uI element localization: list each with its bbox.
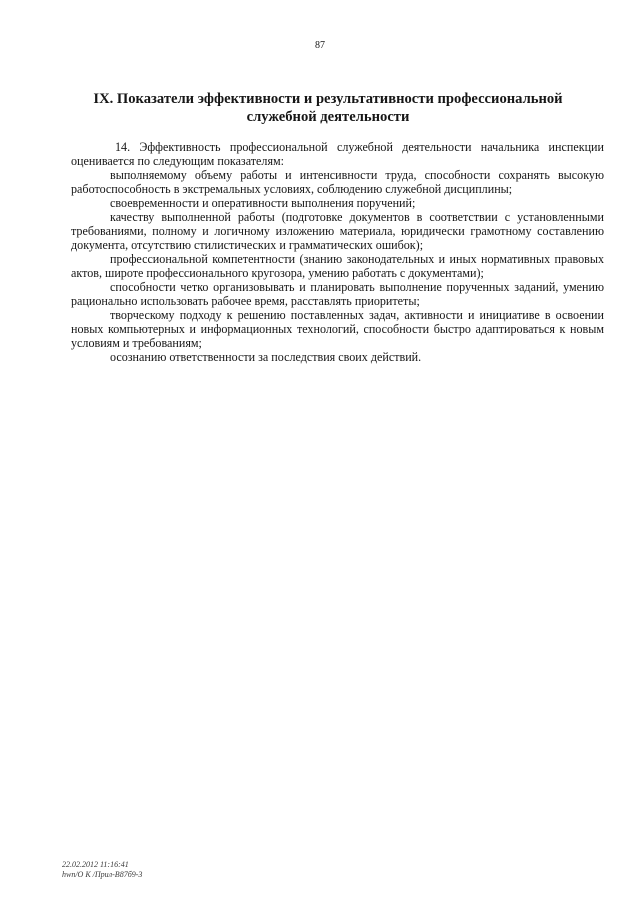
indicator-item-3: качеству выполненной работы (подготовке документов в соответствии с установленными требованиями, полному и логичному изложению материала, юридически грамотному составлению документа, отсутствию стилистических и грамматических ошибок); <box>71 210 604 252</box>
section-heading-line-2: служебной деятельности <box>246 109 410 125</box>
footer-stamp <box>62 860 142 880</box>
document-body <box>71 140 604 364</box>
indicator-item-2: своевременности и оперативности выполнения поручений; <box>110 196 416 210</box>
page-number: 87 <box>315 40 325 51</box>
intro-paragraph: 14. Эффективность профессиональной служебной деятельности начальника инспекции оценивается по следующим показателям: <box>71 140 604 168</box>
indicator-item-7: осознанию ответственности за последствия своих действий. <box>110 350 422 364</box>
indicator-item-6: творческому подходу к решению поставленных задач, активности и инициативе в освоении новых компьютерных и информационных технологий, способности быстро адаптироваться к новым условиям и требованиям; <box>71 308 604 350</box>
footer-reference: hwn/О К /Прил-В87б9-3 <box>62 870 143 879</box>
section-heading <box>60 90 596 126</box>
section-heading-line-1: IX. Показатели эффективности и результативности профессиональной <box>93 91 563 107</box>
indicator-item-1: выполняемому объему работы и интенсивности труда, способности сохранять высокую работоспособность в экстремальных условиях, соблюдению служебной дисциплины; <box>71 168 604 196</box>
indicator-item-5: способности четко организовывать и планировать выполнение порученных заданий, умению рационально использовать рабочее время, расставлять приоритеты; <box>71 280 604 308</box>
indicator-item-4: профессиональной компетентности (знанию законодательных и иных нормативных правовых актов, широте профессионального кругозора, умению работать с документами); <box>71 252 604 280</box>
footer-timestamp: 22.02.2012 11:16:41 <box>62 860 129 869</box>
